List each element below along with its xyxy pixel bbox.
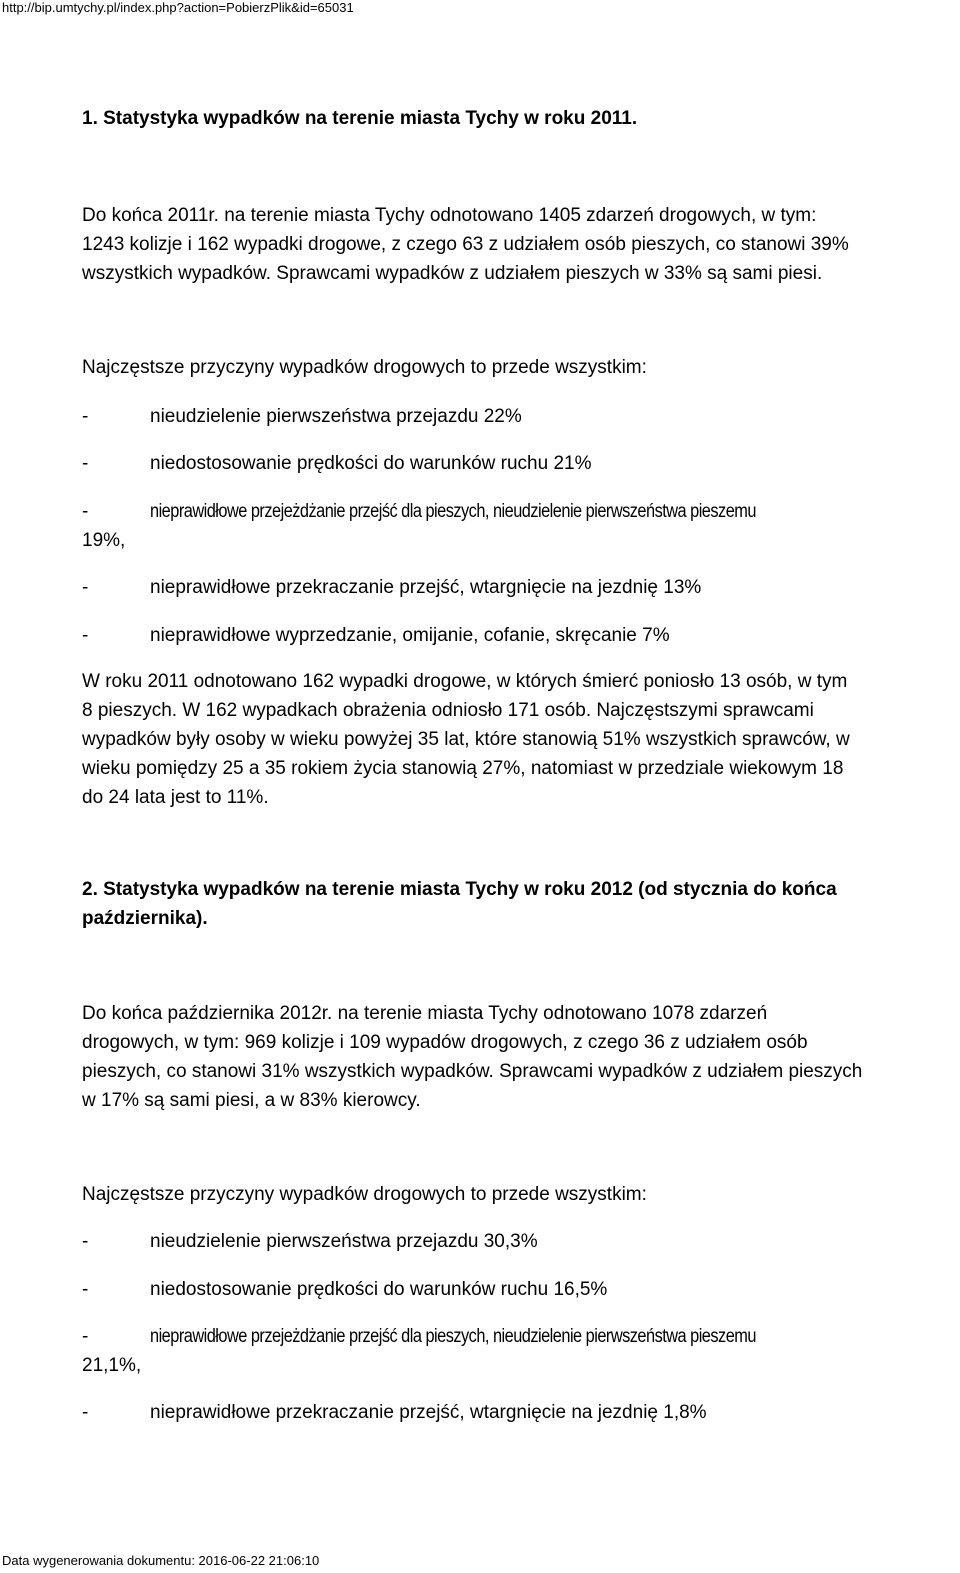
heading-line: października).: [82, 908, 208, 929]
cause-text: nieudzielenie pierwszeństwa przejazdu 30,3%: [150, 1231, 538, 1252]
cause-text: niedostosowanie prędkości do warunków ruchu 16,5%: [150, 1279, 608, 1300]
bullet-dash: -: [82, 625, 89, 646]
section1-cause-4: [82, 573, 958, 602]
section1-paragraph1: [82, 201, 958, 288]
cause-text: nieprawidłowe przekraczanie przejść, wtargnięcie na jezdnię 13%: [150, 577, 702, 598]
section2-paragraph1: [82, 999, 958, 1115]
section1-cause-2: [82, 449, 958, 478]
cause-text-continued: 19%,: [82, 530, 126, 551]
text-line: wieku pomiędzy 25 a 35 rokiem życia stanowią 27%, natomiast w przedziale wiekowym 18: [82, 758, 844, 779]
bullet-dash: -: [82, 406, 89, 427]
section1-heading: 1. Statystyka wypadków na terenie miasta Tychy w roku 2011.: [82, 108, 638, 129]
bullet-dash: -: [82, 501, 89, 522]
cause-text: nieprawidłowe przejeżdżanie przejść dla pieszych, nieudzielenie pierwszeństwa pieszemu: [150, 501, 756, 522]
cause-text: nieudzielenie pierwszeństwa przejazdu 22%: [150, 406, 522, 427]
section2-causes-intro: Najczęstsze przyczyny wypadków drogowych to przede wszystkim:: [82, 1184, 647, 1205]
cause-text: nieprawidłowe wyprzedzanie, omijanie, cofanie, skręcanie 7%: [150, 625, 670, 646]
section2-cause-3: [82, 1322, 958, 1380]
bullet-dash: -: [82, 1326, 89, 1347]
bullet-dash: -: [82, 453, 89, 474]
section1-paragraph2: [82, 667, 958, 812]
text-line: do 24 lata jest to 11%.: [82, 787, 269, 808]
section1-causes-intro: Najczęstsze przyczyny wypadków drogowych to przede wszystkim:: [82, 357, 647, 378]
section1-cause-3: [82, 497, 958, 555]
section2-heading: [82, 875, 958, 933]
generation-date: Data wygenerowania dokumentu: 2016-06-22 21:06:10: [2, 1553, 320, 1568]
section1-cause-5: [82, 621, 958, 650]
cause-text: nieprawidłowe przekraczanie przejść, wtargnięcie na jezdnię 1,8%: [150, 1402, 707, 1423]
section2-cause-2: [82, 1275, 958, 1304]
text-line: pieszych, co stanowi 31% wszystkich wypadków. Sprawcami wypadków z udziałem pieszych: [82, 1061, 863, 1082]
cause-text-continued: 21,1%,: [82, 1355, 142, 1376]
bullet-dash: -: [82, 1402, 89, 1423]
text-line: wszystkich wypadków. Sprawcami wypadków z udziałem pieszych w 33% są sami piesi.: [82, 263, 823, 284]
bullet-dash: -: [82, 1231, 89, 1252]
text-line: drogowych, w tym: 969 kolizje i 109 wypadów drogowych, z czego 36 z udziałem osób: [82, 1032, 808, 1053]
bullet-dash: -: [82, 577, 89, 598]
source-url: http://bip.umtychy.pl/index.php?action=PobierzPlik&id=65031: [2, 0, 354, 15]
heading-line: 2. Statystyka wypadków na terenie miasta Tychy w roku 2012 (od stycznia do końca: [82, 879, 837, 900]
cause-text: nieprawidłowe przejeżdżanie przejść dla pieszych, nieudzielenie pierwszeństwa pieszemu: [150, 1326, 756, 1347]
text-line: wypadków były osoby w wieku powyżej 35 lat, które stanowią 51% wszystkich sprawców, w: [82, 729, 850, 750]
section2-cause-4: [82, 1398, 958, 1427]
cause-text: niedostosowanie prędkości do warunków ruchu 21%: [150, 453, 592, 474]
text-line: Do końca października 2012r. na terenie miasta Tychy odnotowano 1078 zdarzeń: [82, 1003, 768, 1024]
text-line: w 17% są sami piesi, a w 83% kierowcy.: [82, 1090, 421, 1111]
section1-cause-1: [82, 402, 958, 431]
text-line: 1243 kolizje i 162 wypadki drogowe, z czego 63 z udziałem osób pieszych, co stanowi 39%: [82, 234, 849, 255]
section2-cause-1: [82, 1227, 958, 1256]
bullet-dash: -: [82, 1279, 89, 1300]
text-line: 8 pieszych. W 162 wypadkach obrażenia odniosło 171 osób. Najczęstszymi sprawcami: [82, 700, 814, 721]
text-line: Do końca 2011r. na terenie miasta Tychy odnotowano 1405 zdarzeń drogowych, w tym:: [82, 205, 817, 226]
text-line: W roku 2011 odnotowano 162 wypadki drogowe, w których śmierć poniosło 13 osób, w tym: [82, 671, 848, 692]
